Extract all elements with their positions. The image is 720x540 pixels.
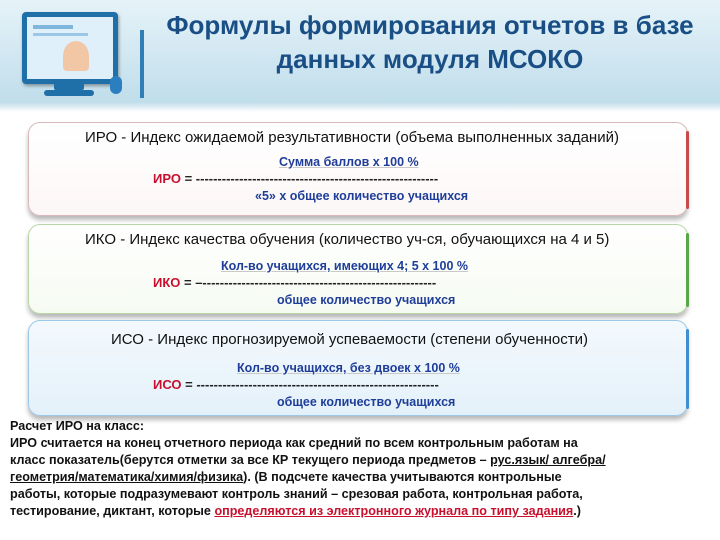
numerator-iso: Кол-во учащихся, без двоек х 100 % — [237, 361, 460, 375]
abbr-iro: ИРО — [85, 129, 118, 146]
definition-text-iso: - Индекс прогнозируемой успеваемости (степени обученности) — [143, 331, 588, 348]
explanation-part2: ). (В подсчете качества учитываются контрольные работы, которые подразумевают контроль знаний – срезовая работа, контрольная работа, тестирование, диктант, которые — [10, 470, 583, 518]
equation-line-iko: = –------------------------------------------------------ — [180, 275, 437, 290]
mouse-icon — [110, 76, 122, 94]
denominator-iro: «5» х общее количество учащихся — [255, 189, 469, 203]
equation-abbr-iro: ИРО — [153, 171, 181, 186]
equation-iso — [153, 377, 439, 392]
definition-text-iko: - Индекс качества обучения (количество уч-ся, обучающихся на 4 и 5) — [116, 231, 610, 248]
explanation-part3: .) — [573, 504, 581, 518]
numerator-iro: Сумма баллов х 100 % — [279, 155, 419, 169]
formula-box-iko — [28, 224, 688, 314]
formula-box-iso — [28, 320, 688, 416]
definition-iso — [111, 331, 588, 348]
definition-iro — [85, 129, 619, 146]
equation-iko — [153, 275, 436, 290]
abbr-iko: ИКО — [85, 231, 117, 248]
equation-iro — [153, 171, 438, 186]
denominator-iso: общее количество учащихся — [277, 395, 456, 409]
computer-monitor-icon — [6, 6, 126, 106]
denominator-iko: общее количество учащихся — [277, 293, 456, 307]
numerator-iko: Кол-во учащихся, имеющих 4; 5 х 100 % — [221, 259, 469, 273]
header — [0, 0, 720, 112]
explanation-paragraph — [10, 435, 614, 520]
page-title-line1: Формулы формирования отчетов в базе — [166, 10, 694, 40]
page-title — [150, 8, 710, 76]
equation-line-iso: = -------------------------------------------------------- — [181, 377, 439, 392]
page-title-line2: данных модуля МСОКО — [276, 44, 584, 74]
header-swoosh — [0, 102, 720, 112]
definition-iko — [85, 231, 609, 248]
equation-line-iro: = -------------------------------------------------------- — [180, 171, 439, 186]
explanation-heading: Расчет ИРО на класс: — [10, 419, 145, 433]
equation-abbr-iko: ИКО — [153, 275, 181, 290]
journal-link[interactable]: определяются из электронного журнала по типу задания — [214, 504, 574, 518]
equation-abbr-iso: ИСО — [153, 377, 182, 392]
title-divider — [140, 30, 144, 98]
subjects-link[interactable]: рус.язык/ алгебра/геометрия/математика/химия/физика — [10, 453, 606, 484]
monitor-screen — [22, 12, 118, 84]
definition-text-iro: - Индекс ожидаемой результативности (объема выполненных заданий) — [117, 129, 619, 146]
explanation-text — [10, 418, 614, 520]
explanation-part1: ИРО считается на конец отчетного периода как средний по всем контрольным работам на класс показатель(берутся отметки за все КР текущего периода предметов – — [10, 436, 578, 467]
abbr-iso: ИСО — [111, 331, 144, 348]
formula-box-iro — [28, 122, 688, 216]
